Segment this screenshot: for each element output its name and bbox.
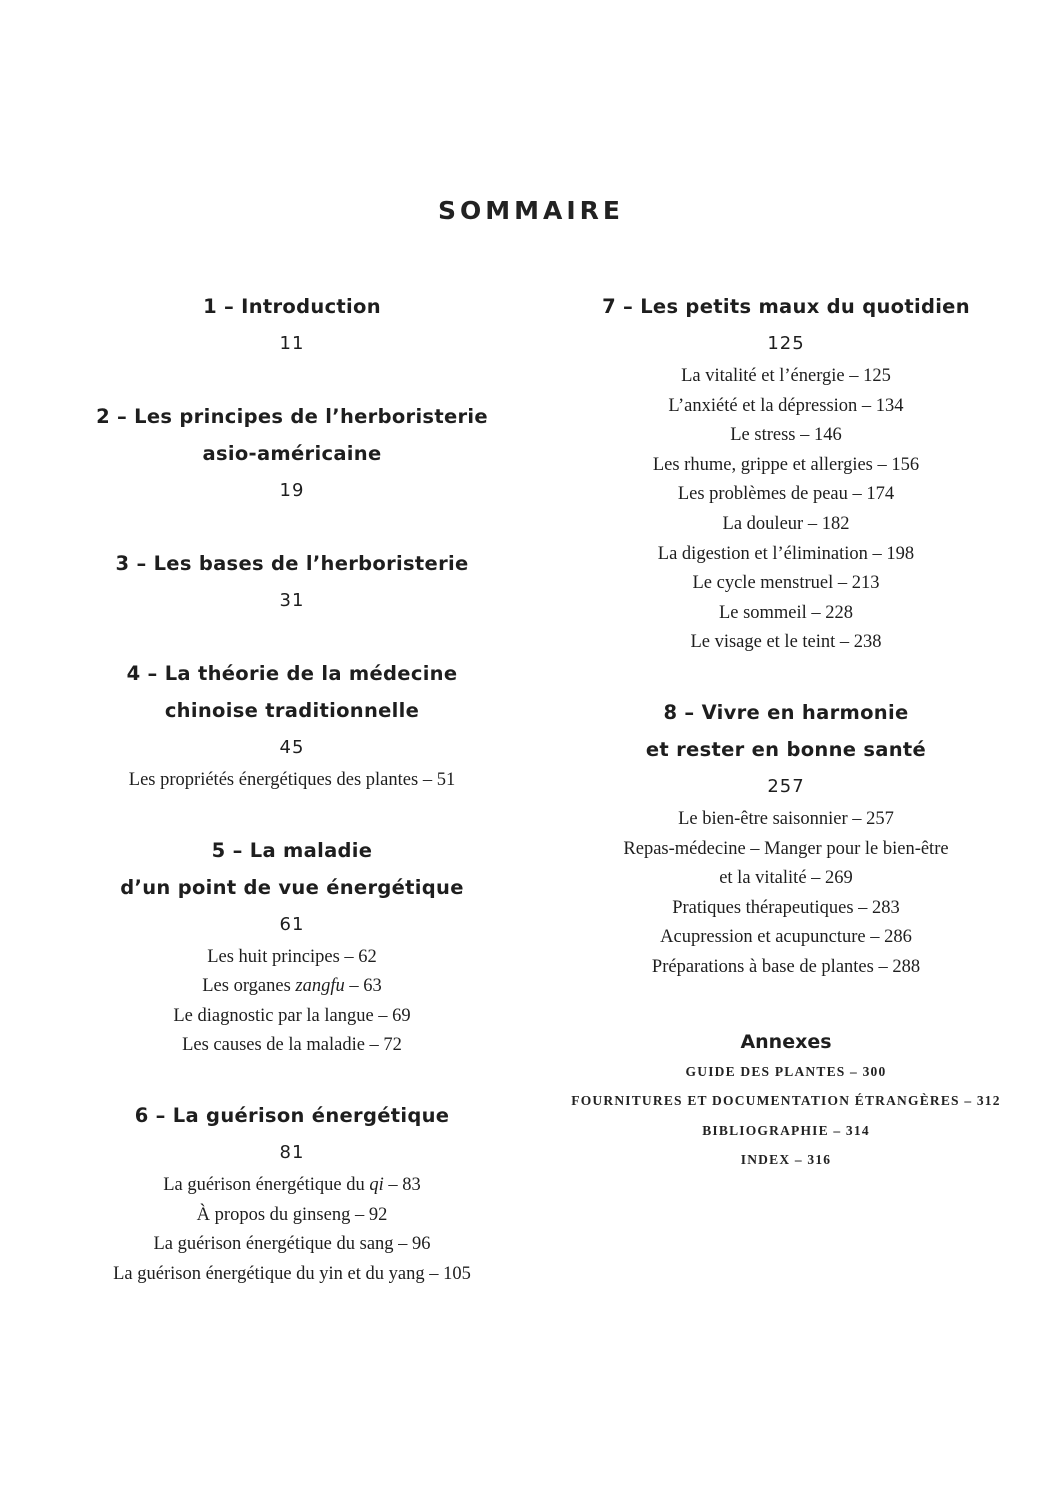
subsection-item[interactable]: Les organes zangfu – 63 — [202, 976, 382, 997]
chapter-title: 7 – Les petits maux du quotidien — [602, 295, 970, 318]
subsection-item[interactable]: Le bien-être saisonnier – 257 — [678, 808, 894, 829]
subsection-item[interactable]: Le visage et le teint – 238 — [690, 632, 882, 653]
chapter-title: 8 – Vivre en harmonie — [663, 700, 909, 724]
chapter-3[interactable] — [42, 545, 542, 619]
chapter-page: 31 — [279, 590, 305, 611]
subsection-item[interactable]: Le stress – 146 — [730, 425, 842, 446]
subsection-item[interactable]: Pratiques thérapeutiques – 283 — [672, 897, 900, 918]
subsection-item[interactable]: À propos du ginseng – 92 — [196, 1204, 388, 1225]
chapter-4[interactable] — [42, 655, 542, 796]
annexes-title: Annexes — [740, 1030, 832, 1053]
chapter-page: 81 — [279, 1141, 305, 1163]
chapter-title: 4 – La théorie de la médecine — [126, 662, 458, 685]
subsection-item[interactable]: Le diagnostic par la langue – 69 — [173, 1005, 411, 1026]
subsection-item[interactable]: Préparations à base de plantes – 288 — [651, 956, 921, 977]
subsection-item[interactable]: Acupression et acupuncture – 286 — [660, 927, 912, 948]
chapter-title: 6 – La guérison énergétique — [134, 1103, 450, 1127]
chapter-7[interactable] — [536, 288, 1036, 658]
subsection-item[interactable]: et la vitalité – 269 — [719, 868, 853, 889]
chapter-title: 2 – Les principes de l’herboristerie — [96, 405, 488, 428]
chapter-title: d’un point de vue énergétique — [120, 875, 464, 899]
chapter-title: 1 – Introduction — [203, 295, 381, 318]
chapter-5[interactable] — [42, 832, 542, 1061]
chapter-title: 3 – Les bases de l’herboristerie — [115, 552, 469, 575]
subsection-item[interactable]: La digestion et l’élimination – 198 — [657, 543, 915, 564]
chapter-1[interactable] — [42, 288, 542, 362]
toc-left-column — [42, 288, 542, 1289]
annex-item[interactable]: FOURNITURES ET DOCUMENTATION ÉTRANGÈRES – 312 — [571, 1093, 1001, 1109]
chapter-page: 45 — [279, 737, 305, 758]
subsection-item[interactable]: Le sommeil – 228 — [718, 602, 854, 623]
subsection-item[interactable]: La guérison énergétique du sang – 96 — [153, 1234, 431, 1255]
italic-term: qi — [369, 1174, 384, 1195]
chapter-page: 19 — [279, 480, 305, 501]
annex-item[interactable]: GUIDE DES PLANTES – 300 — [685, 1063, 887, 1079]
subsection-item[interactable]: La douleur – 182 — [722, 513, 850, 534]
page-title: SOMMAIRE — [438, 196, 624, 225]
subsection-item[interactable]: Les propriétés énergétiques des plantes – 51 — [128, 770, 456, 790]
chapter-8[interactable] — [536, 694, 1036, 983]
annexes-section — [536, 1027, 1036, 1175]
chapter-title: 5 – La maladie — [211, 838, 373, 862]
subsection-item[interactable]: Le cycle menstruel – 213 — [692, 573, 880, 594]
subsection-item[interactable]: Les problèmes de peau – 174 — [677, 484, 895, 505]
subsection-item[interactable]: Les causes de la maladie – 72 — [182, 1035, 402, 1056]
chapter-page: 125 — [767, 333, 805, 354]
chapter-page: 257 — [767, 775, 805, 797]
chapter-2[interactable] — [42, 398, 542, 509]
chapter-title: chinoise traditionnelle — [164, 699, 420, 722]
chapter-title: et rester en bonne santé — [645, 737, 927, 761]
subsection-item[interactable]: La vitalité et l’énergie – 125 — [681, 366, 891, 386]
subsection-item[interactable]: L’anxiété et la dépression – 134 — [668, 395, 904, 416]
subsection-item[interactable]: Repas-médecine – Manger pour le bien-être — [623, 838, 949, 859]
chapter-page: 11 — [279, 333, 305, 354]
subsection-item[interactable]: Les huit principes – 62 — [207, 946, 377, 967]
subsection-item[interactable]: La guérison énergétique du qi – 83 — [163, 1174, 421, 1195]
toc-right-column — [536, 288, 1036, 1175]
italic-term: zangfu — [295, 976, 345, 997]
subsection-item[interactable]: La guérison énergétique du yin et du yang – 105 — [113, 1263, 471, 1284]
subsection-item[interactable]: Les rhume, grippe et allergies – 156 — [652, 454, 920, 475]
chapter-title: asio-américaine — [202, 442, 382, 465]
annex-item[interactable]: BIBLIOGRAPHIE – 314 — [702, 1122, 870, 1138]
annex-item[interactable]: INDEX – 316 — [740, 1152, 832, 1168]
chapter-6[interactable] — [42, 1097, 542, 1289]
chapter-page: 61 — [279, 913, 305, 935]
